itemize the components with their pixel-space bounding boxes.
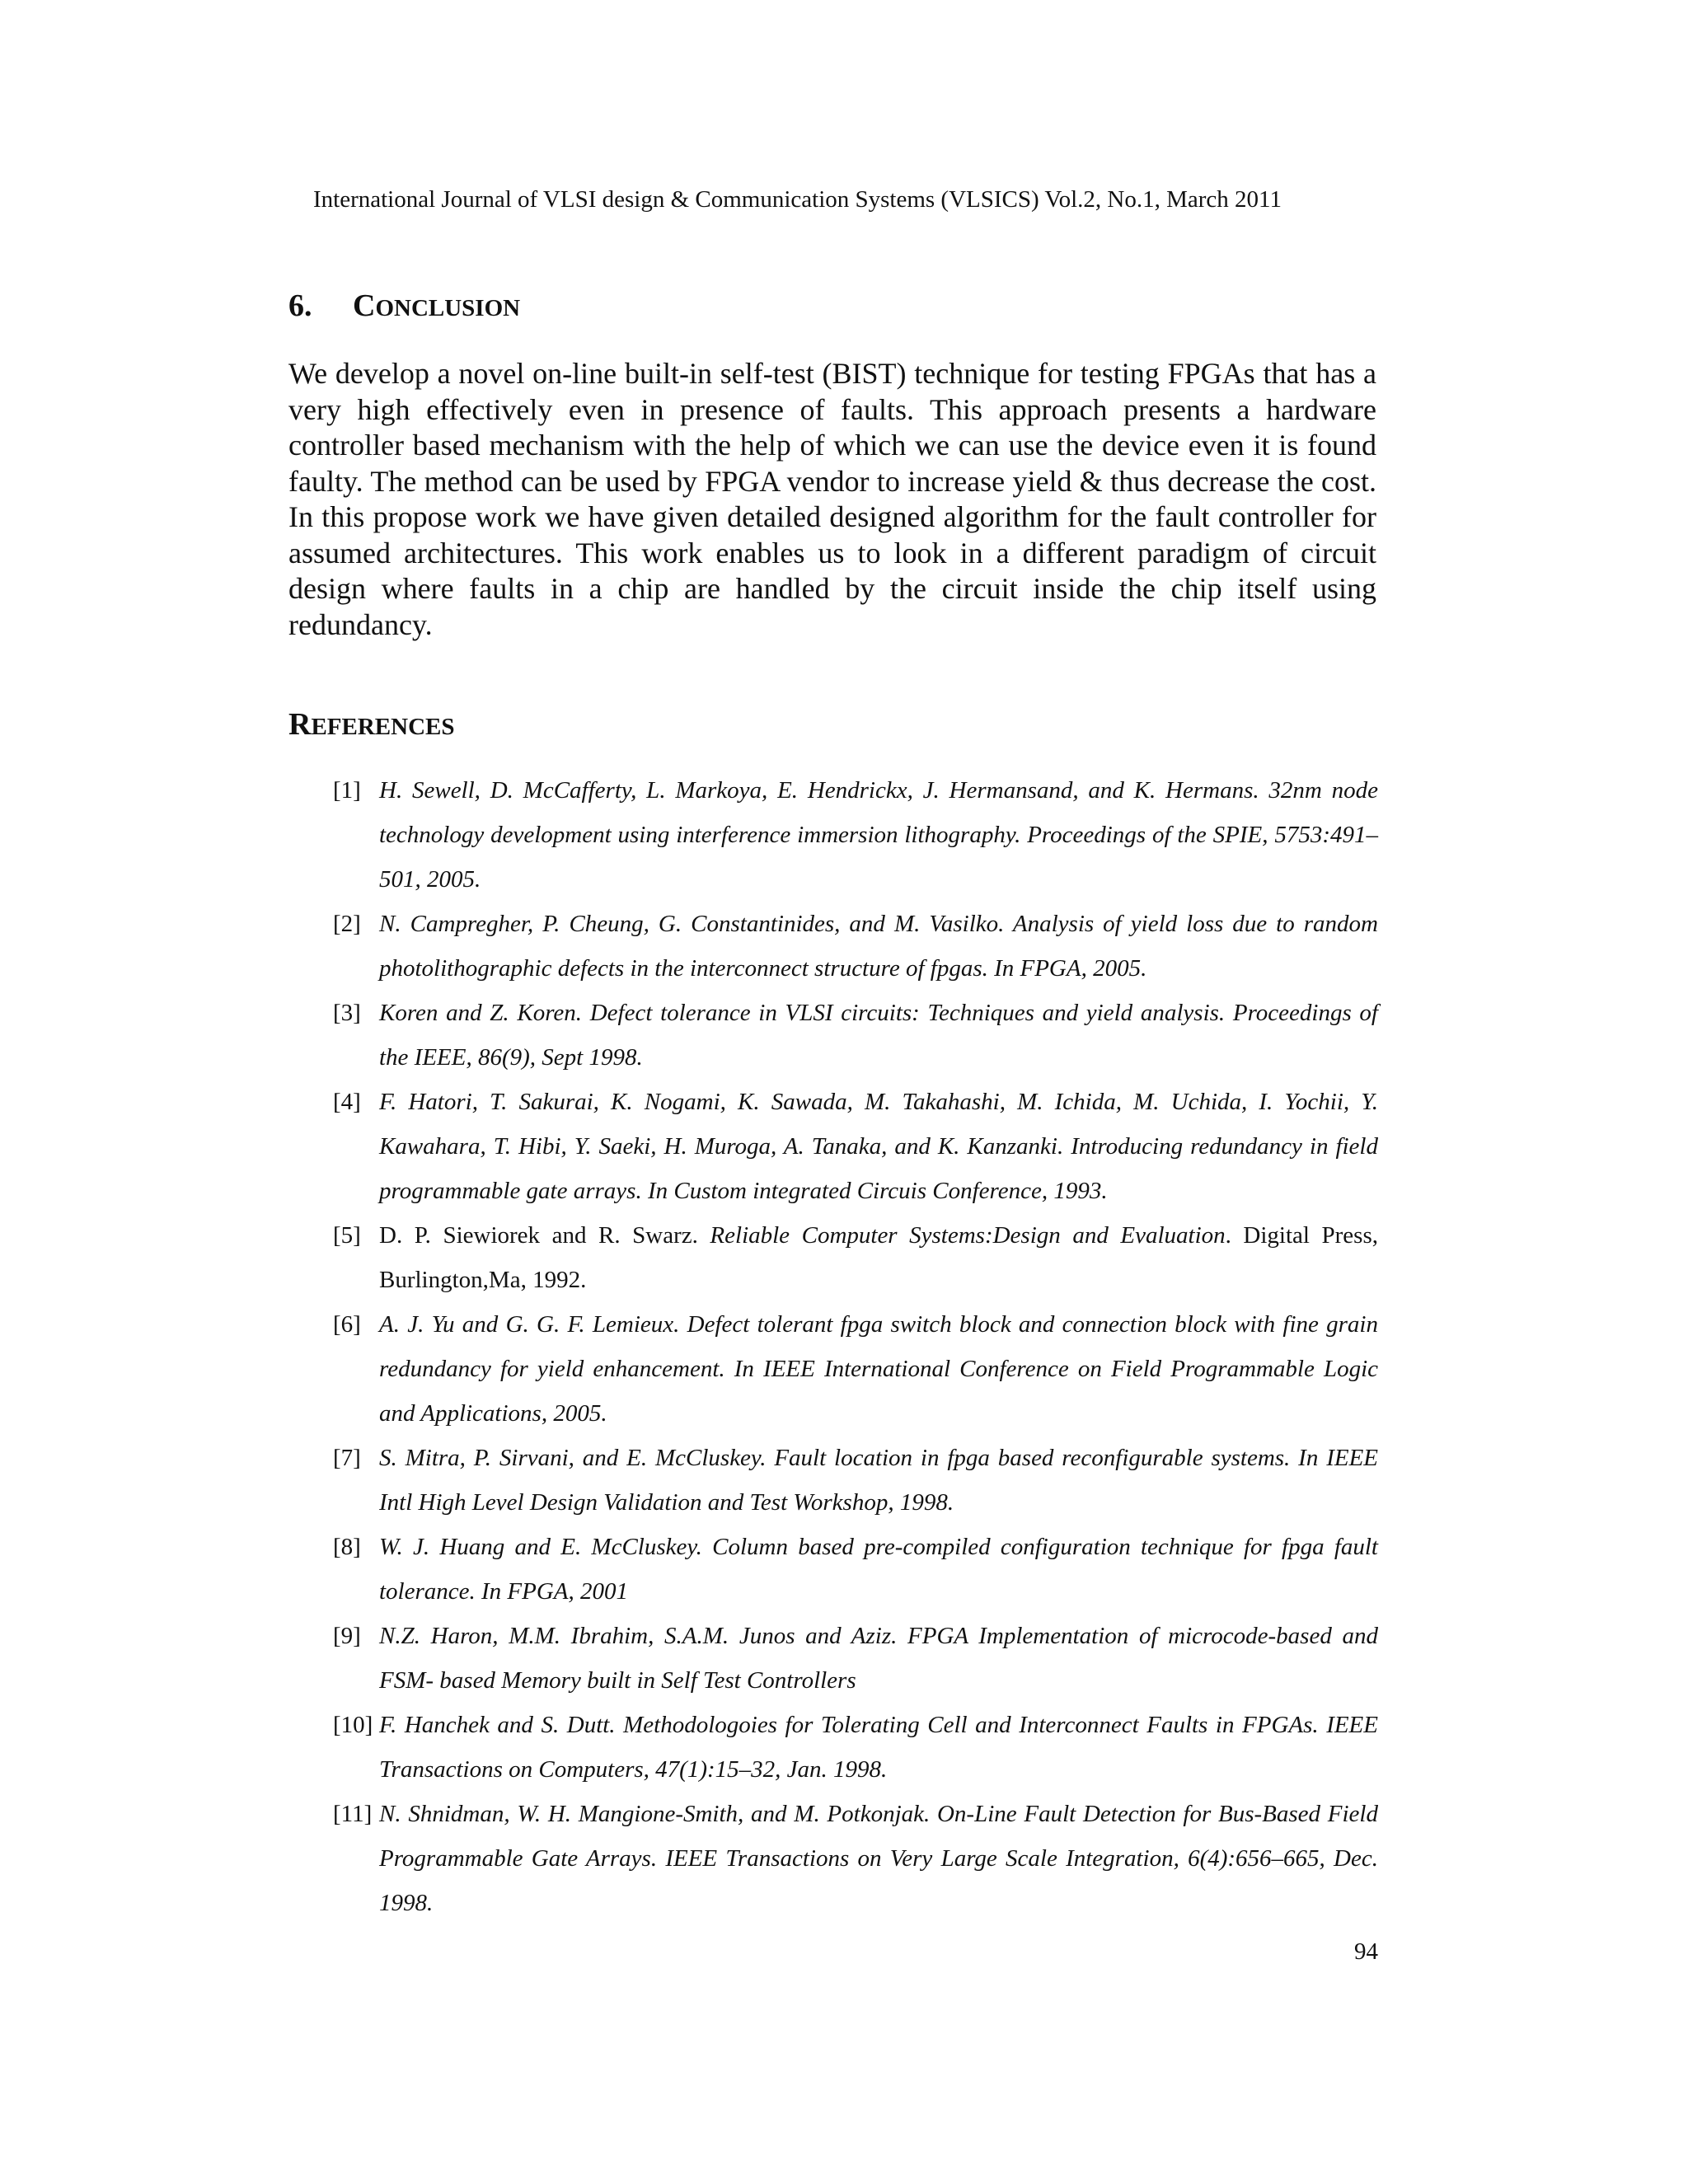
reference-text: F. Hatori, T. Sakurai, K. Nogami, K. Sawada, M. Takahashi, M. Ichida, M. Uchida, I. Yochii, Y. Kawahara, T. Hibi, Y. Saeki, H. Muroga, A. Tanaka, and K. Kanzanki. Introducing redundancy in field programmable gate arrays. In Custom integrated Circuis Conference, 1993. [379,1089,1378,1204]
reference-item-7 [333,1436,1378,1525]
reference-text: W. J. Huang and E. McCluskey. Column based pre-compiled configuration technique for fpga fault tolerance. In FPGA, 2001 [379,1534,1378,1605]
references-title-rest: EFERENCES [311,714,455,740]
reference-text: A. J. Yu and G. G. F. Lemieux. Defect tolerant fpga switch block and connection block with fine grain redundancy for yield enhancement. In IEEE International Conference on Field Programmable Logic and Applications, 2005. [379,1311,1378,1427]
references-heading [288,705,455,746]
reference-publisher: . Digital Press, Burlington,Ma, 1992. [379,1222,1378,1293]
reference-authors: D. P. Siewiorek and R. Swarz. [379,1222,710,1249]
reference-text: Koren and Z. Koren. Defect tolerance in VLSI circuits: Techniques and yield analysis. Proceedings of the IEEE, 86(9), Sept 1998. [379,1000,1378,1071]
reference-number: [1] [333,777,361,804]
running-header: International Journal of VLSI design & Communication Systems (VLSICS) Vol.2, No.1, March 2011 [313,186,1282,213]
reference-number: [5] [333,1222,361,1249]
reference-title: Reliable Computer Systems:Design and Evaluation [710,1222,1226,1249]
reference-item-3 [333,991,1378,1080]
reference-text: F. Hanchek and S. Dutt. Methodologoies for Tolerating Cell and Interconnect Faults in FPGAs. IEEE Transactions on Computers, 47(1):15–32, Jan. 1998. [379,1712,1378,1783]
reference-number: [9] [333,1623,361,1649]
reference-number: [10] [333,1712,373,1738]
reference-item-8 [333,1525,1378,1614]
references-title-initial: R [288,707,312,742]
conclusion-title-rest: ONCLUSION [375,295,521,321]
reference-number: [6] [333,1311,361,1338]
reference-number: [4] [333,1089,361,1115]
reference-text: N. Shnidman, W. H. Mangione-Smith, and M. Potkonjak. On-Line Fault Detection for Bus-Based Field Programmable Gate Arrays. IEEE Transactions on Very Large Scale Integration, 6(4):656–665, Dec. 1998. [379,1801,1378,1916]
reference-number: [8] [333,1534,361,1560]
reference-text: N.Z. Haron, M.M. Ibrahim, S.A.M. Junos and Aziz. FPGA Implementation of microcode-based and FSM- based Memory built in Self Test Controllers [379,1623,1378,1694]
reference-number: [7] [333,1445,361,1471]
page-number: 94 [1354,1938,1378,1965]
reference-number: [3] [333,1000,361,1026]
reference-item-6 [333,1302,1378,1436]
reference-text: N. Campregher, P. Cheung, G. Constantinides, and M. Vasilko. Analysis of yield loss due to random photolithographic defects in the interconnect structure of fpgas. In FPGA, 2005. [379,911,1378,982]
reference-item-2 [333,902,1378,991]
reference-item-11 [333,1792,1378,1925]
reference-item-1 [333,768,1378,902]
reference-item-9 [333,1614,1378,1703]
conclusion-heading [288,287,520,327]
section-number: 6. [288,288,312,323]
reference-item-4 [333,1080,1378,1213]
reference-text [379,1222,1378,1293]
reference-text: S. Mitra, P. Sirvani, and E. McCluskey. Fault location in fpga based reconfigurable systems. In IEEE Intl High Level Design Validation and Test Workshop, 1998. [379,1445,1378,1516]
reference-number: [11] [333,1801,373,1827]
reference-list [333,768,1378,1925]
reference-item-5 [333,1213,1378,1302]
conclusion-title-initial: C [353,288,376,323]
reference-text: H. Sewell, D. McCafferty, L. Markoya, E. Hendrickx, J. Hermansand, and K. Hermans. 32nm node technology development using interference immersion lithography. Proceedings of the SPIE, 5753:491–501, 2005. [379,777,1378,893]
reference-item-10 [333,1703,1378,1792]
conclusion-paragraph: We develop a novel on-line built-in self-test (BIST) technique for testing FPGAs that has a very high effectively even in presence of faults. This approach presents a hardware controller based mechanism with the help of which we can use the device even it is found faulty. The method can be used by FPGA vendor to increase yield & thus decrease the cost. In this propose work we have given detailed designed algorithm for the fault controller for assumed architectures. This work enables us to look in a different paradigm of circuit design where faults in a chip are handled by the circuit inside the chip itself using redundancy. [288,357,1376,641]
reference-number: [2] [333,911,361,937]
